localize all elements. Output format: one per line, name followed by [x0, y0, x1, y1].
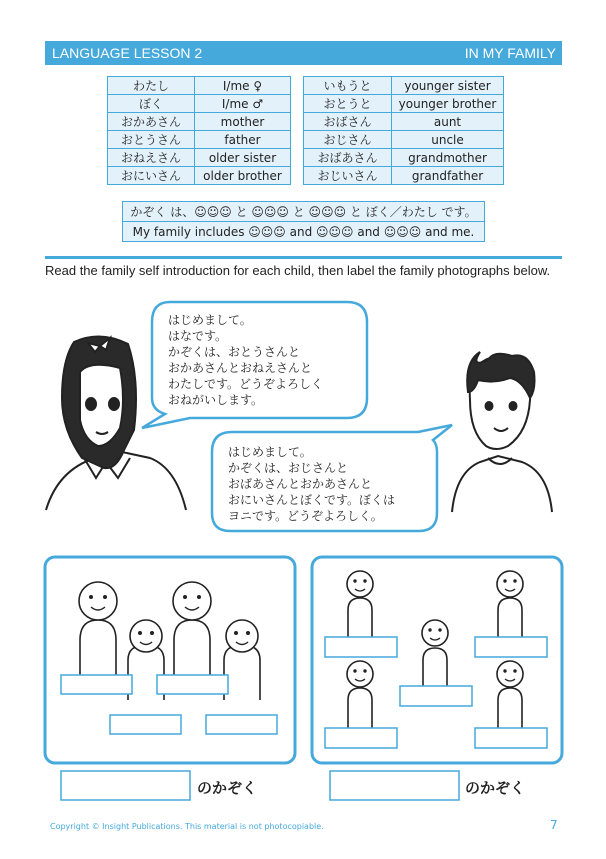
family-suffix-1: のかぞく	[197, 779, 258, 797]
label-box[interactable]	[157, 675, 228, 694]
vocab-jp: いもうと	[304, 77, 392, 95]
label-box[interactable]	[475, 728, 547, 748]
lesson-topic: IN MY FAMILY	[464, 45, 556, 61]
pattern-en: My family includes ☺☺☺ and ☺☺☺ and ☺☺☺ and me.	[123, 222, 485, 242]
label-box[interactable]	[206, 715, 277, 734]
boy-illustration	[452, 352, 552, 512]
label-box[interactable]	[61, 675, 132, 694]
page-number: 7	[550, 818, 558, 832]
photo-frame-right	[312, 557, 562, 763]
vocab-en: I/me ♀	[195, 77, 291, 95]
vocab-jp: おねえさん	[108, 149, 195, 167]
bubble-boy-text: はじめまして。 かぞくは、おじさんと おばあさんとおかあさんと おにいさんとぼくです。ぼくは ヨニです。どうぞよろしく。	[228, 445, 396, 523]
vocab-en: younger sister	[392, 77, 504, 95]
vocab-jp: おかあさん	[108, 113, 195, 131]
vocab-en: older sister	[195, 149, 291, 167]
vocab-jp: おばさん	[304, 113, 392, 131]
vocab-jp: おばあさん	[304, 149, 392, 167]
vocab-en: I/me ♂	[195, 95, 291, 113]
photo-frame-left	[45, 557, 295, 763]
vocab-jp: わたし	[108, 77, 195, 95]
copyright-footer: Copyright © Insight Publications. This material is not photocopiable.	[50, 822, 324, 831]
label-box[interactable]	[325, 637, 397, 657]
vocab-en: younger brother	[392, 95, 504, 113]
instructions: Read the family self introduction for each child, then label the family photographs below.	[45, 263, 551, 278]
pattern-jp: かぞく は、☺☺☺ と ☺☺☺ と ☺☺☺ と ぼく／わたし です。	[123, 202, 485, 222]
family-suffix-2: のかぞく	[465, 779, 526, 797]
label-box[interactable]	[110, 715, 181, 734]
family-name-input-2[interactable]	[330, 771, 459, 800]
vocab-en: uncle	[392, 131, 504, 149]
family-name-input-1[interactable]	[61, 771, 190, 800]
vocab-en: grandmother	[392, 149, 504, 167]
vocab-jp: おじいさん	[304, 167, 392, 185]
vocab-en: grandfather	[392, 167, 504, 185]
label-box[interactable]	[325, 728, 397, 748]
lesson-title: LANGUAGE LESSON 2	[52, 45, 203, 61]
vocab-jp: おじさん	[304, 131, 392, 149]
vocab-jp: ぼく	[108, 95, 195, 113]
vocab-en: father	[195, 131, 291, 149]
bubble-girl-text: はじめまして。 はなです。 かぞくは、おとうさんと おかあさんとおねえさんと わたしです。どうぞよろしく おねがいします。	[168, 313, 324, 407]
vocab-en: mother	[195, 113, 291, 131]
vocab-jp: おとうと	[304, 95, 392, 113]
label-box[interactable]	[475, 637, 547, 657]
vocab-en: older brother	[195, 167, 291, 185]
label-box[interactable]	[400, 686, 472, 706]
vocab-jp: おとうさん	[108, 131, 195, 149]
vocab-jp: おにいさん	[108, 167, 195, 185]
vocab-en: aunt	[392, 113, 504, 131]
